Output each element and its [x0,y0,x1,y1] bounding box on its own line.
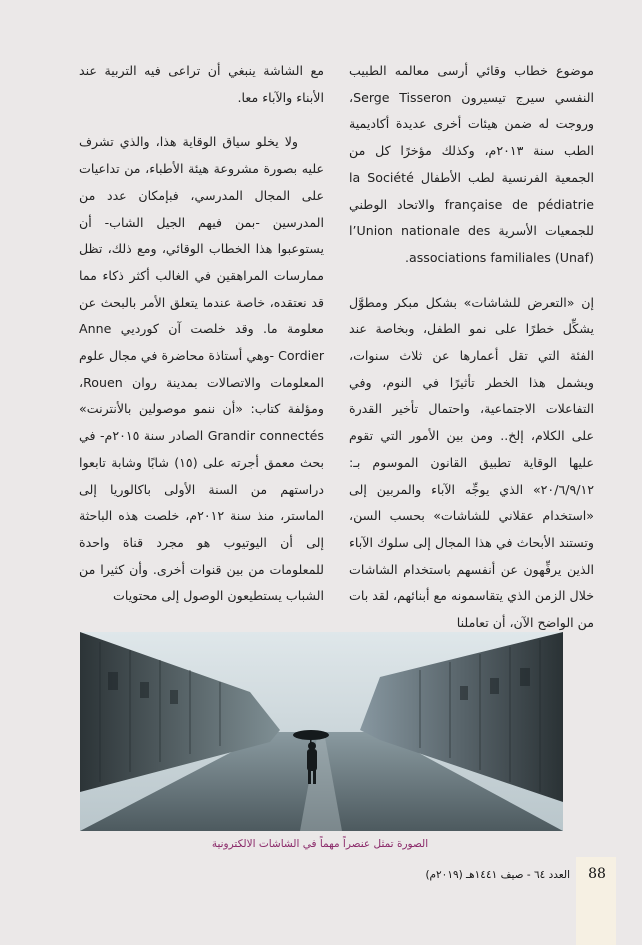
paragraph: ولا يخلو سياق الوقاية هذا، والذي تشرف عليه بصورة مشروعة هيئة الأطباء، من تداعيات على المجال المدرسي، فبإمكان عدد من المدرسين -بمن فيهم الجيل الشاب- أن يستوعبوا هذا الخطاب الوقائي، ومع ذلك، تظل ممارسات المراهقين في الغالب أكثر ذكاء مما قد نعتقده، خاصة عندما يتعلق الأمر بالبحث عن معلومة ما. وقد خلصت آن كورديي Anne Cordier -وهي أستاذة محاضرة في مجال علوم المعلومات والاتصالات بمدينة روان Rouen، ومؤلفة كتاب: «أن ننمو موصولين بالأنترنت» Grandir connectés الصادر سنة ٢٠١٥م- في بحث معمق أجرته على (١٥) شابًا وشابة تابعوا دراستهم من السنة الأولى باكالوريا إلى الماستر، منذ سنة ٢٠١٢م، خلصت هذه الباحثة إلى أن اليوتيوب هو مجرد قناة واحدة للمعلومات من بين قنوات أخرى. وأن كثيرا من الشباب يستطيعون الوصول إلى محتويات [79,134,325,604]
paragraph: إن «التعرض للشاشات» بشكل مبكر ومطوَّل يشكِّل خطرًا على نمو الطفل، وبخاصة عند الفئة التي تقل أعمارها عن ثلاث سنوات، ويشمل هذا الخطر تأثيرًا في النوم، وفي التفاعلات الاجتماعية، واحتمال تأخير القدرة على الكلام، إلخ.. ومن بين الأمور التي تقوم عليها الوقاية تطبيق القانون الموسوم بـ: ٢٠/٦/٩/١٢» الذي يوجِّه الآباء والمربين إلى «استخدام عقلاني للشاشات» بحسب السن، وتستند الأبحاث في هذا المجال إلى سلوك الآباء الذين يرفِّهون عن أنفسهم باستخدام الشاشات خلال الزمن الذي يتقاسمونه مع أبنائهم، لقد بات من الواضح الآن، أن تعاملنا [349,294,594,631]
issue-line: العدد ٦٤ - صيف ١٤٤١هـ (٢٠١٩م) [425,869,570,881]
page-number: 88 [588,866,606,882]
photo-caption: الصورة تمثل عنصراً مهماً في الشاشات الالكترونية [211,838,429,850]
right-text-column [349,58,594,637]
paragraph: موضوع خطاب وقائي أرسى معالمه الطبيب النفسي سيرج تيسيرون Serge Tisseron، وروجت له ضمن هيئات أخرى عديدة أكاديمية الطب سنة ٢٠١٣م، وكذلك مؤخرًا كل من الجمعية الفرنسية لطب الأطفال la Société française de pédiatrie والاتحاد الوطني للجمعيات الأسرية l’Union nationale des associations familiales (Unaf). [349,63,594,265]
street-rain-photo [80,632,563,831]
left-text-column [79,58,324,610]
paragraph: مع الشاشة ينبغي أن تراعى فيه التربية عند الأبناء والآباء معا. [79,63,324,105]
